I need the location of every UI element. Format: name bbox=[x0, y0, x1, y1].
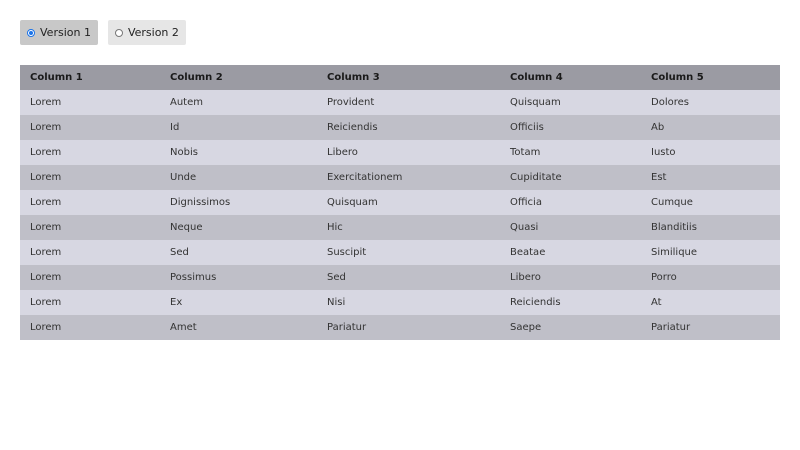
table-cell: Lorem bbox=[20, 140, 160, 165]
table-cell: At bbox=[641, 290, 780, 315]
table-cell: Blanditiis bbox=[641, 215, 780, 240]
table-cell: Sed bbox=[160, 240, 317, 265]
table-cell: Reiciendis bbox=[500, 290, 641, 315]
table-cell: Porro bbox=[641, 265, 780, 290]
table-cell: Saepe bbox=[500, 315, 641, 340]
table-cell: Lorem bbox=[20, 240, 160, 265]
data-table bbox=[20, 65, 780, 340]
table-cell: Est bbox=[641, 165, 780, 190]
column-header: Column 1 bbox=[20, 65, 160, 90]
table-row bbox=[20, 90, 780, 115]
version-2-label: Version 2 bbox=[127, 26, 179, 39]
table-cell: Neque bbox=[160, 215, 317, 240]
table-cell: Hic bbox=[317, 215, 500, 240]
table-cell: Quisquam bbox=[500, 90, 641, 115]
table-cell: Nobis bbox=[160, 140, 317, 165]
table-cell: Unde bbox=[160, 165, 317, 190]
radio-checked-icon[interactable] bbox=[27, 29, 35, 37]
radio-unchecked-icon[interactable] bbox=[115, 29, 123, 37]
table-cell: Provident bbox=[317, 90, 500, 115]
table-cell: Officia bbox=[500, 190, 641, 215]
table-cell: Quasi bbox=[500, 215, 641, 240]
table-cell: Lorem bbox=[20, 115, 160, 140]
table-cell: Pariatur bbox=[641, 315, 780, 340]
table-row bbox=[20, 290, 780, 315]
table-row bbox=[20, 240, 780, 265]
table-cell: Possimus bbox=[160, 265, 317, 290]
table-row bbox=[20, 265, 780, 290]
table-cell: Lorem bbox=[20, 265, 160, 290]
table-cell: Exercitationem bbox=[317, 165, 500, 190]
column-header: Column 5 bbox=[641, 65, 780, 90]
table-cell: Lorem bbox=[20, 215, 160, 240]
table-cell: Totam bbox=[500, 140, 641, 165]
version-1-option[interactable] bbox=[20, 20, 98, 45]
table-cell: Beatae bbox=[500, 240, 641, 265]
column-header: Column 3 bbox=[317, 65, 500, 90]
table-cell: Id bbox=[160, 115, 317, 140]
table-cell: Lorem bbox=[20, 290, 160, 315]
table-cell: Cumque bbox=[641, 190, 780, 215]
version-toggle-group bbox=[20, 20, 186, 45]
table-cell: Ab bbox=[641, 115, 780, 140]
column-header: Column 2 bbox=[160, 65, 317, 90]
table-cell: Autem bbox=[160, 90, 317, 115]
table-cell: Amet bbox=[160, 315, 317, 340]
table-cell: Pariatur bbox=[317, 315, 500, 340]
table-cell: Officiis bbox=[500, 115, 641, 140]
table-cell: Suscipit bbox=[317, 240, 500, 265]
table-row bbox=[20, 115, 780, 140]
table-cell: Nisi bbox=[317, 290, 500, 315]
table-header-row bbox=[20, 65, 780, 90]
table-cell: Dignissimos bbox=[160, 190, 317, 215]
table-row bbox=[20, 165, 780, 190]
version-1-label: Version 1 bbox=[40, 26, 91, 39]
table-cell: Reiciendis bbox=[317, 115, 500, 140]
table-cell: Sed bbox=[317, 265, 500, 290]
column-header: Column 4 bbox=[500, 65, 641, 90]
table-cell: Quisquam bbox=[317, 190, 500, 215]
table-row bbox=[20, 315, 780, 340]
table-cell: Libero bbox=[500, 265, 641, 290]
table-row bbox=[20, 215, 780, 240]
version-2-option[interactable] bbox=[108, 20, 186, 45]
table-cell: Libero bbox=[317, 140, 500, 165]
table-cell: Similique bbox=[641, 240, 780, 265]
table-cell: Cupiditate bbox=[500, 165, 641, 190]
table-row bbox=[20, 140, 780, 165]
table-cell: Lorem bbox=[20, 165, 160, 190]
table-cell: Lorem bbox=[20, 90, 160, 115]
table-cell: Lorem bbox=[20, 315, 160, 340]
table-cell: Iusto bbox=[641, 140, 780, 165]
table-cell: Ex bbox=[160, 290, 317, 315]
table-row bbox=[20, 190, 780, 215]
table-cell: Dolores bbox=[641, 90, 780, 115]
table-cell: Lorem bbox=[20, 190, 160, 215]
